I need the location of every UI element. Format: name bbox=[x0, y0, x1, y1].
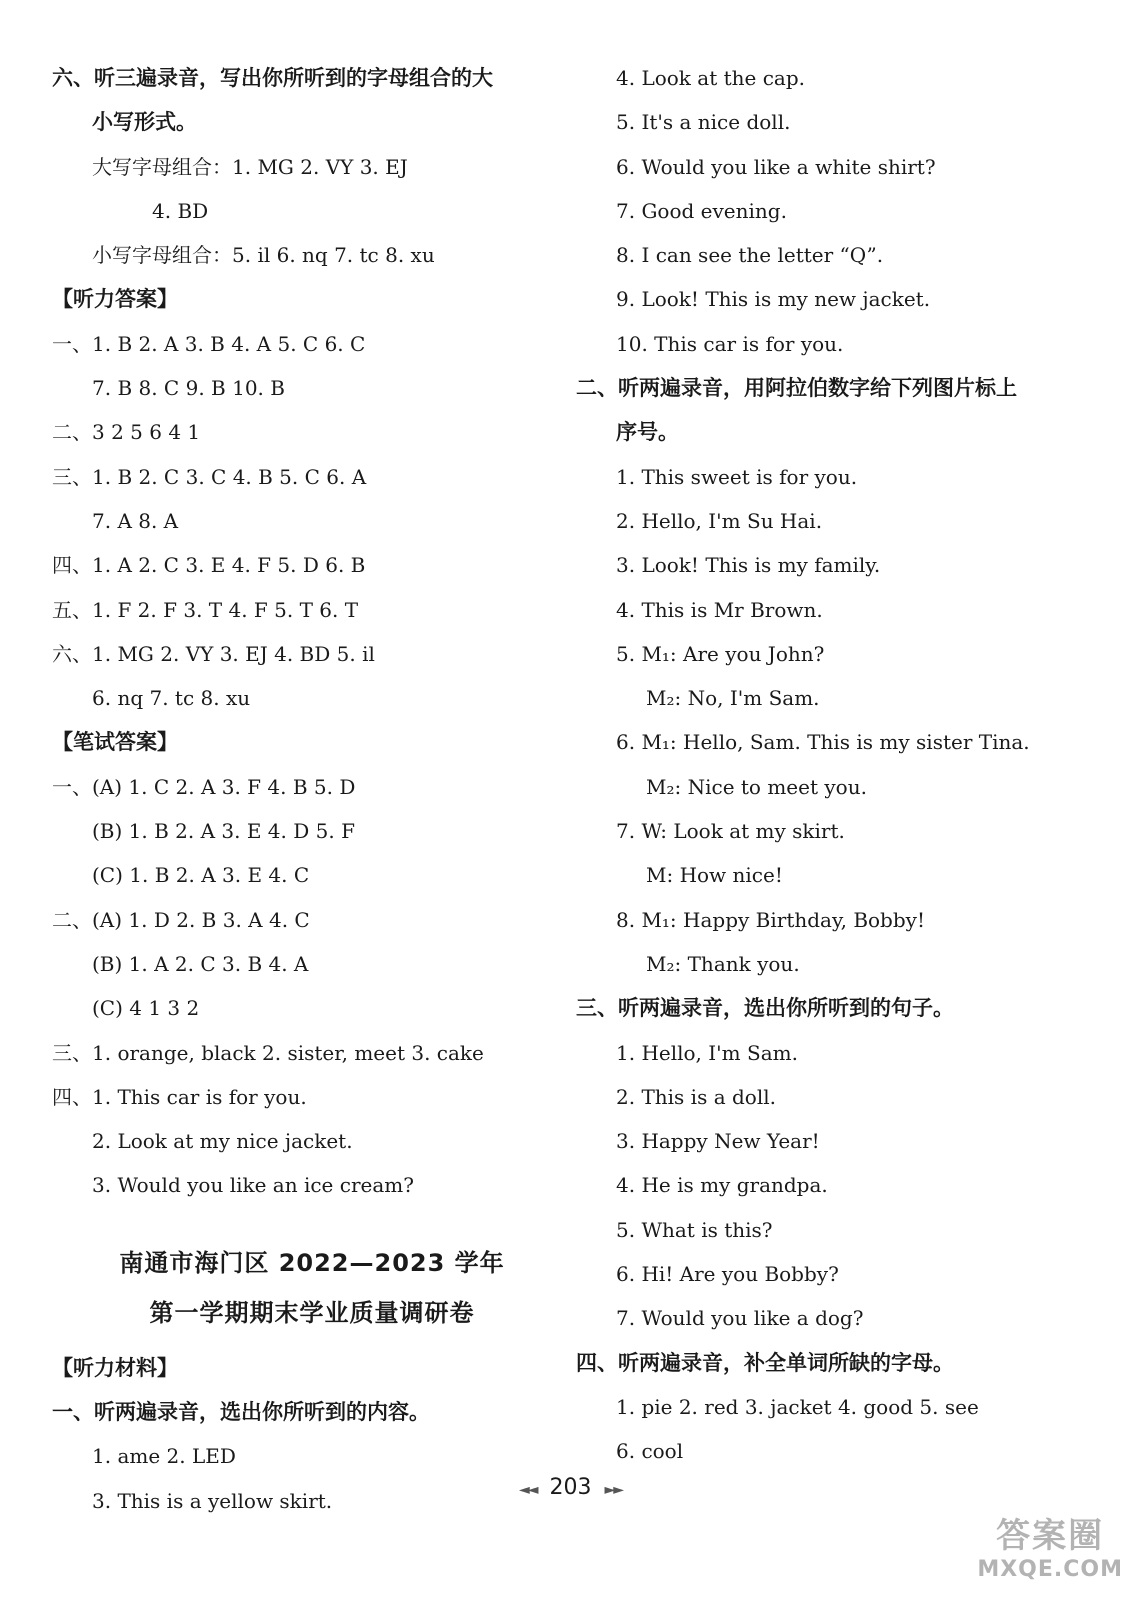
spacer bbox=[52, 1338, 572, 1346]
material-line: 1. This sweet is for you. bbox=[616, 464, 858, 489]
answer-line: 小写字母组合：5. il 6. nq 7. tc 8. xu bbox=[92, 243, 435, 268]
answer-line: 7. A 8. A bbox=[92, 508, 179, 533]
watermark-logo bbox=[977, 1508, 1123, 1582]
section-heading: 小写形式。 bbox=[92, 110, 197, 135]
material-line: 3. This is a yellow skirt. bbox=[92, 1488, 333, 1513]
material-line: 1. Hello, I'm Sam. bbox=[616, 1040, 798, 1065]
material-line: 6. Hi! Are you Bobby? bbox=[616, 1262, 839, 1287]
material-line: 2. Hello, I'm Su Hai. bbox=[616, 508, 823, 533]
material-line: 6. Would you like a white shirt? bbox=[616, 154, 936, 179]
right-column bbox=[576, 56, 1096, 1474]
answer-line: 三、1. B 2. C 3. C 4. B 5. C 6. A bbox=[52, 464, 367, 489]
page-prev-arrows: ◄◄ bbox=[518, 1482, 537, 1498]
answer-line: 4. BD bbox=[152, 198, 209, 223]
material-line: 8. I can see the letter “Q”. bbox=[616, 243, 884, 268]
spacer bbox=[52, 1208, 572, 1238]
answer-line: 6. nq 7. tc 8. xu bbox=[92, 686, 251, 711]
answer-line: 7. B 8. C 9. B 10. B bbox=[92, 376, 285, 401]
answer-line: 四、1. This car is for you. bbox=[52, 1084, 307, 1109]
page-next-arrows: ►► bbox=[604, 1482, 623, 1498]
answer-line: 大写字母组合：1. MG 2. VY 3. EJ bbox=[92, 154, 408, 179]
page-number: 203 bbox=[549, 1475, 592, 1500]
answer-line: 五、1. F 2. F 3. T 4. F 5. T 6. T bbox=[52, 597, 359, 622]
page-number-bar bbox=[0, 1475, 1141, 1500]
answer-line: (C) 4 1 3 2 bbox=[92, 996, 200, 1021]
watermark-url: MXQE.COM bbox=[977, 1557, 1123, 1582]
section-heading: 四、听两遍录音，补全单词所缺的字母。 bbox=[576, 1350, 954, 1375]
answer-line: 二、(A) 1. D 2. B 3. A 4. C bbox=[52, 907, 310, 932]
material-line: 5. What is this? bbox=[616, 1217, 773, 1242]
material-line: 9. Look! This is my new jacket. bbox=[616, 287, 931, 312]
answer-line: (C) 1. B 2. A 3. E 4. C bbox=[92, 863, 310, 888]
material-line: M₂: No, I'm Sam. bbox=[646, 686, 820, 711]
answer-line: 2. Look at my nice jacket. bbox=[92, 1129, 353, 1154]
section-heading: 【听力答案】 bbox=[52, 287, 178, 312]
section-heading: 一、听两遍录音，选出你所听到的内容。 bbox=[52, 1400, 430, 1425]
answer-line: 一、(A) 1. C 2. A 3. F 4. B 5. D bbox=[52, 774, 356, 799]
material-line: 4. Look at the cap. bbox=[616, 66, 805, 90]
section-heading: 【听力材料】 bbox=[52, 1355, 178, 1380]
material-line: 7. Would you like a dog? bbox=[616, 1306, 864, 1331]
material-line: M₂: Nice to meet you. bbox=[646, 774, 867, 799]
section-heading: 三、听两遍录音，选出你所听到的句子。 bbox=[576, 996, 954, 1021]
answer-line: 六、1. MG 2. VY 3. EJ 4. BD 5. il bbox=[52, 641, 375, 666]
exam-title-line1: 南通市海门区 2022—2023 学年 bbox=[119, 1248, 505, 1277]
material-line: 2. This is a doll. bbox=[616, 1084, 776, 1109]
material-line: 4. He is my grandpa. bbox=[616, 1173, 828, 1198]
section-heading: 【笔试答案】 bbox=[52, 730, 178, 755]
section-heading: 二、听两遍录音，用阿拉伯数字给下列图片标上 bbox=[576, 376, 1017, 401]
material-line: 1. ame 2. LED bbox=[92, 1444, 236, 1469]
answer-line: 三、1. orange, black 2. sister, meet 3. cake bbox=[52, 1040, 484, 1065]
material-line: M₂: Thank you. bbox=[646, 951, 800, 976]
material-line: 10. This car is for you. bbox=[616, 331, 844, 356]
answer-line: 3. Would you like an ice cream? bbox=[92, 1173, 414, 1198]
material-line: 6. M₁: Hello, Sam. This is my sister Tina. bbox=[616, 730, 1030, 755]
material-line: M: How nice! bbox=[646, 863, 783, 888]
material-line: 3. Happy New Year! bbox=[616, 1129, 820, 1154]
answer-line: (B) 1. B 2. A 3. E 4. D 5. F bbox=[92, 819, 355, 844]
material-line: 7. Good evening. bbox=[616, 198, 787, 223]
material-line: 3. Look! This is my family. bbox=[616, 553, 881, 578]
answer-line: 二、3 2 5 6 4 1 bbox=[52, 420, 201, 445]
material-line: 8. M₁: Happy Birthday, Bobby! bbox=[616, 907, 925, 932]
section-heading: 序号。 bbox=[616, 420, 679, 445]
material-line: 1. pie 2. red 3. jacket 4. good 5. see bbox=[616, 1394, 979, 1419]
material-line: 7. W: Look at my skirt. bbox=[616, 819, 845, 844]
watermark-text: 答案圈 bbox=[996, 1516, 1105, 1556]
answer-line: (B) 1. A 2. C 3. B 4. A bbox=[92, 951, 309, 976]
material-line: 5. It's a nice doll. bbox=[616, 110, 791, 135]
material-line: 6. cool bbox=[616, 1439, 684, 1464]
exam-title-line2: 第一学期期末学业质量调研卷 bbox=[149, 1298, 475, 1327]
material-line: 4. This is Mr Brown. bbox=[616, 597, 823, 622]
answer-line: 一、1. B 2. A 3. B 4. A 5. C 6. C bbox=[52, 331, 366, 356]
section-heading: 六、听三遍录音，写出你所听到的字母组合的大 bbox=[52, 66, 493, 90]
left-column bbox=[52, 56, 572, 1523]
answer-line: 四、1. A 2. C 3. E 4. F 5. D 6. B bbox=[52, 553, 366, 578]
material-line: 5. M₁: Are you John? bbox=[616, 641, 825, 666]
